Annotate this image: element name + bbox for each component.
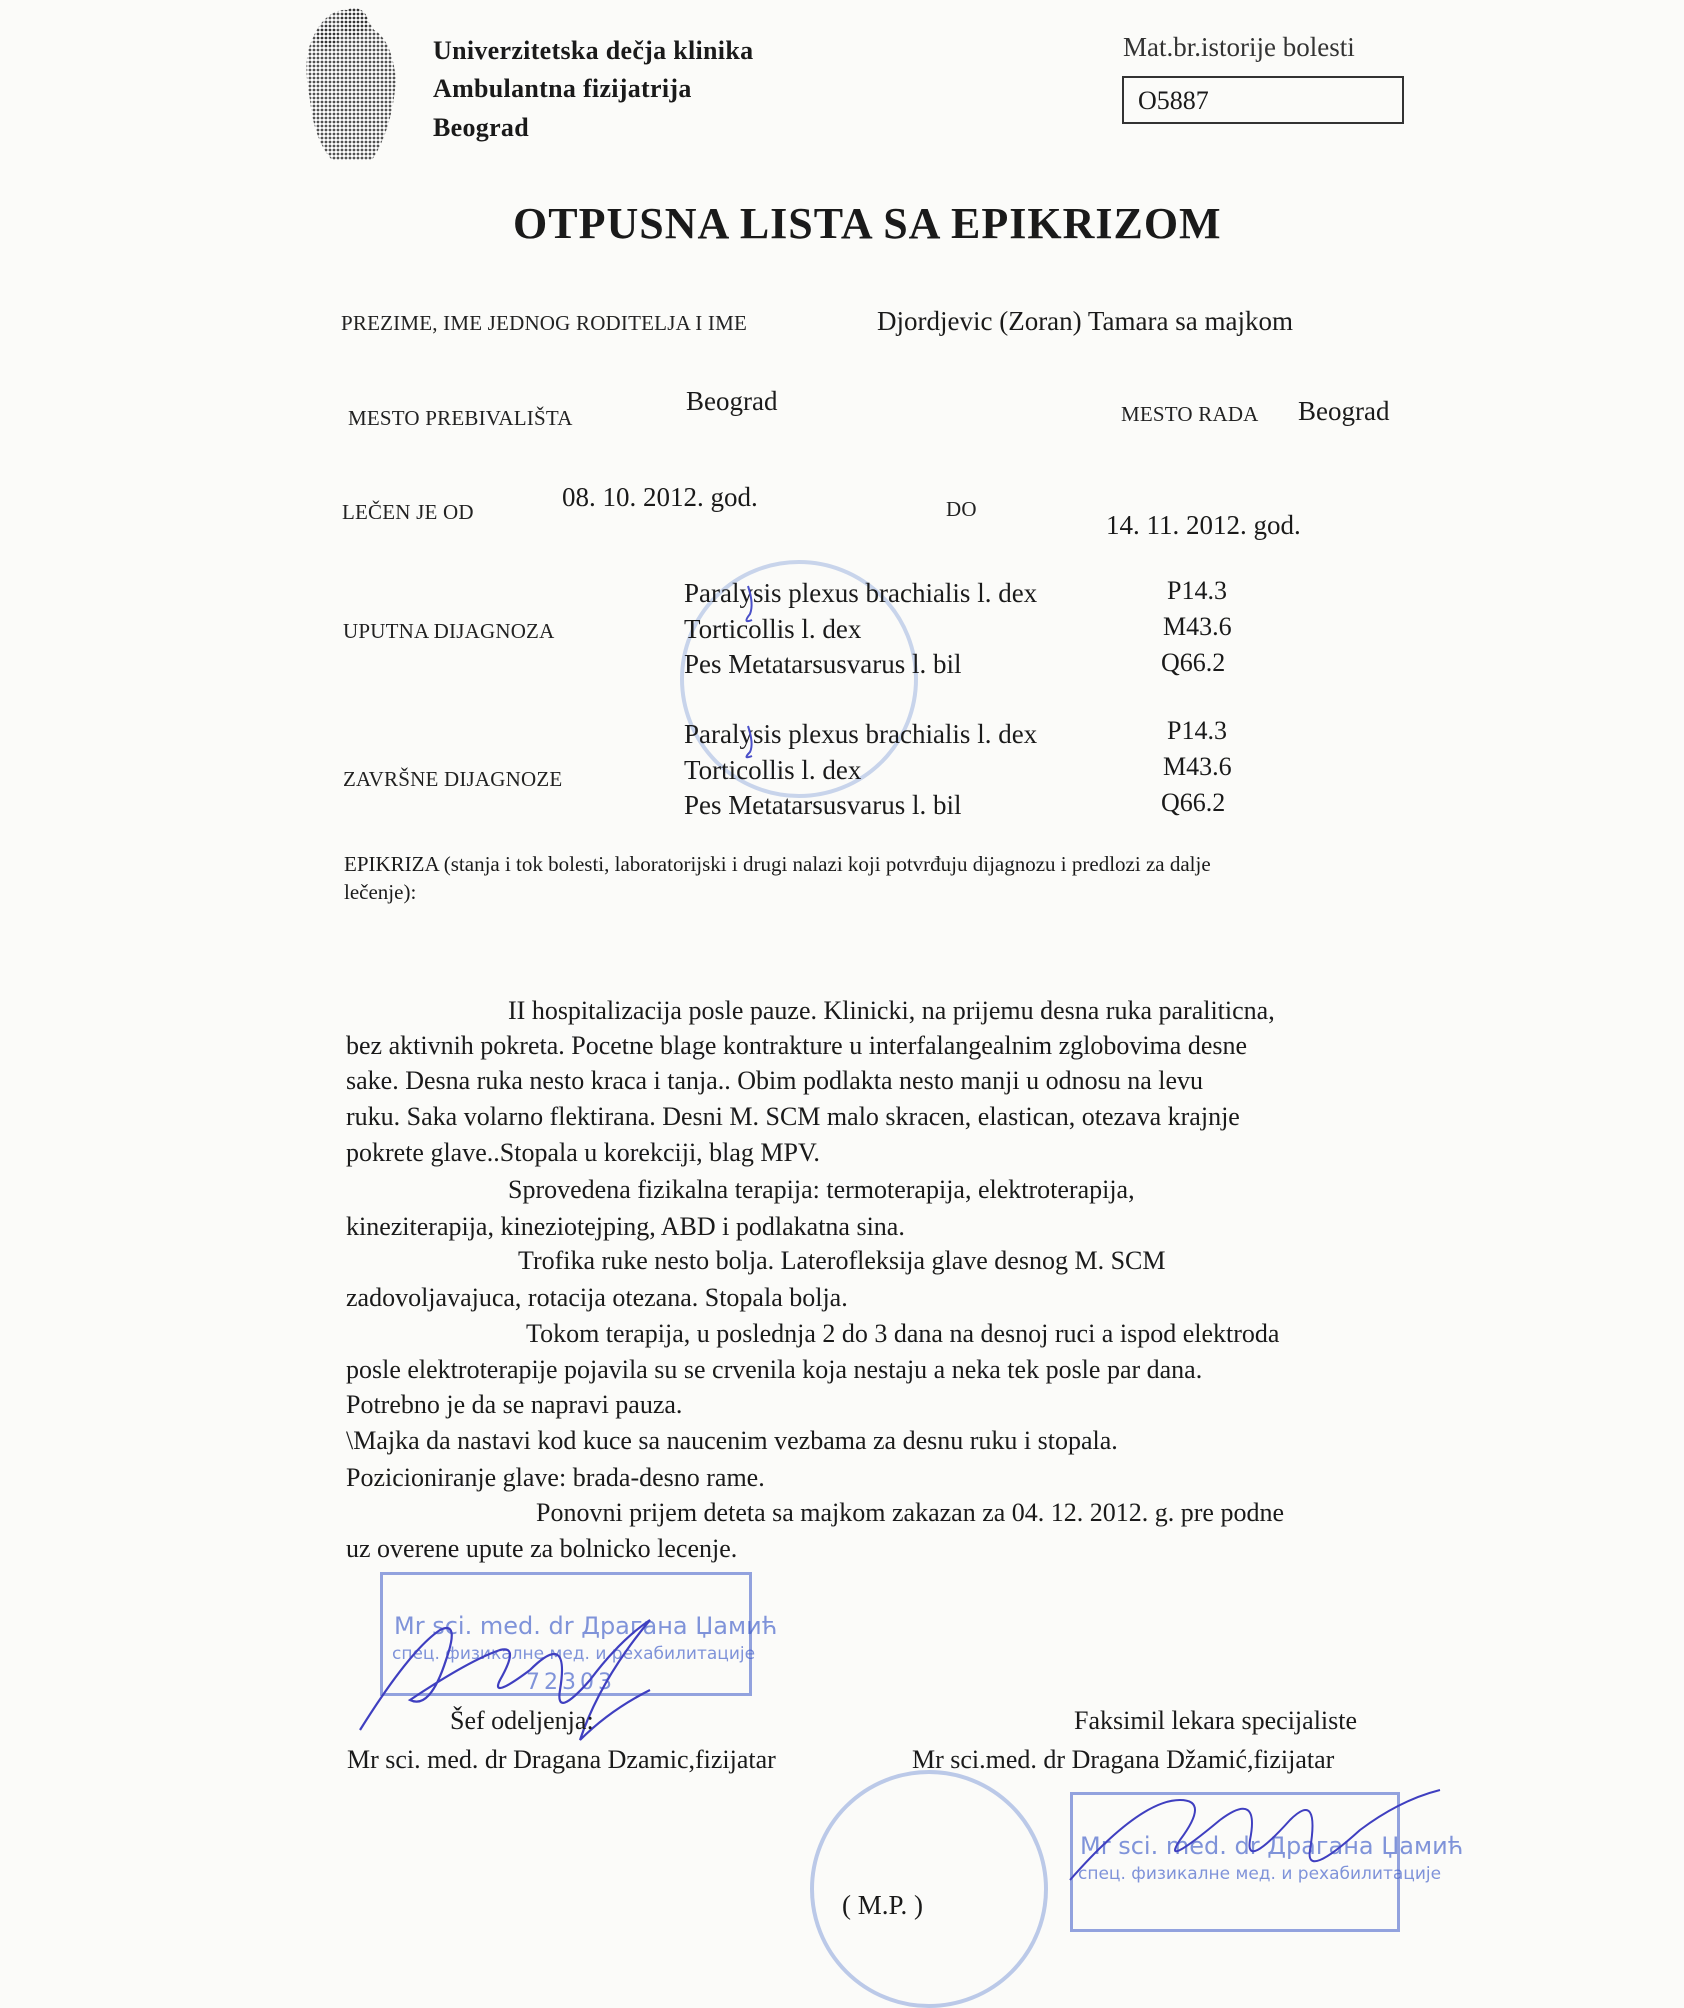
final-diagnosis-3: Pes Metatarsusvarus l. bil [684, 790, 962, 820]
residence-label: MESTO PREBIVALIŠTA [348, 406, 573, 430]
handwritten-correction-mark [740, 580, 770, 760]
facsimile-label: Faksimil lekara specijaliste [1074, 1706, 1358, 1735]
specialist-stamp-name: Mr sci. med. dr Драгана Џамић [1080, 1832, 1464, 1860]
chief-name: Mr sci. med. dr Dragana Dzamic,fizijatar [347, 1745, 776, 1774]
treated-from-value: 08. 10. 2012. god. [562, 482, 758, 512]
chief-label: Šef odeljenja: [450, 1706, 594, 1735]
doctor-stamp-name: Mr sci. med. dr Драгана Џамић [394, 1612, 778, 1640]
epicrisis-line: sake. Desna ruka nesto kraca i tanja.. Obim podlakta nesto manji u odnosu na levu [346, 1066, 1204, 1095]
record-number-label: Mat.br.istorije bolesti [1123, 32, 1355, 62]
work-place-value: Beograd [1298, 396, 1390, 426]
epicrisis-label-cont: lečenje): [344, 880, 417, 904]
treated-to-value: 14. 11. 2012. god. [1106, 510, 1301, 540]
epicrisis-line: Tokom terapija, u poslednja 2 do 3 dana na desnoj ruci a ispod elektroda [526, 1319, 1280, 1348]
clinic-logo [292, 0, 406, 180]
final-diagnosis-3-code: Q66.2 [1161, 788, 1226, 817]
round-seal [810, 1770, 1048, 2008]
referral-diagnosis-label: UPUTNA DIJAGNOZA [343, 619, 555, 643]
referral-diagnosis-1: Paralysis plexus brachialis l. dex [684, 578, 1038, 608]
epicrisis-line: posle elektroterapije pojavila su se crvenila koja nestaju a neka tek posle par dana. [346, 1355, 1203, 1384]
epicrisis-line: bez aktivnih pokreta. Pocetne blage kontrakture u interfalangealnim zglobovima desne [346, 1031, 1248, 1060]
facsimile-name: Mr sci.med. dr Dragana Džamić,fizijatar [912, 1745, 1335, 1774]
institution-city: Beograd [433, 113, 529, 142]
facsimile-signature [1060, 1760, 1460, 1910]
epicrisis-line: kineziterapija, kineziotejping, ABD i podlakatna sina. [346, 1212, 905, 1241]
patient-name-label: PREZIME, IME JEDNOG RODITELJA I IME [341, 311, 747, 335]
final-diagnosis-label: ZAVRŠNE DIJAGNOZE [343, 767, 563, 791]
epicrisis-line: II hospitalizacija posle pauze. Klinicki, na prijemu desna ruka paraliticna, [508, 996, 1275, 1025]
specialist-stamp-title: спец. физикалне мед. и рехабилитације [1078, 1864, 1442, 1884]
doctor-stamp-number: 72303 [526, 1670, 616, 1695]
epicrisis-line: Potrebno je da se napravi pauza. [346, 1390, 683, 1419]
treated-from-label: LEČEN JE OD [342, 500, 474, 524]
seal-label: ( M.P. ) [842, 1890, 924, 1920]
epicrisis-line: uz overene upute za bolnicko lecenje. [346, 1534, 738, 1563]
referral-diagnosis-2-code: M43.6 [1163, 612, 1232, 641]
epicrisis-line: \Majka da nastavi kod kuce sa naucenim vezbama za desnu ruku i stopala. [346, 1426, 1118, 1455]
work-place-label: MESTO RADA [1121, 402, 1259, 426]
treated-to-label: DO [946, 497, 977, 521]
epicrisis-line: zadovoljavajuca, rotacija otezana. Stopala bolja. [346, 1283, 848, 1312]
department-name: Ambulantna fizijatrija [433, 74, 692, 103]
institution-name: Univerzitetska dečja klinika [433, 36, 754, 65]
chief-signature [350, 1590, 730, 1770]
final-diagnosis-1: Paralysis plexus brachialis l. dex [684, 719, 1038, 749]
epicrisis-line: Ponovni prijem deteta sa majkom zakazan za 04. 12. 2012. g. pre podne [536, 1498, 1285, 1527]
epicrisis-line: pokrete glave..Stopala u korekciji, blag MPV. [346, 1138, 820, 1167]
residence-value: Beograd [686, 386, 778, 416]
epicrisis-line: Pozicioniranje glave: brada-desno rame. [346, 1463, 765, 1492]
record-number-value: O5887 [1138, 86, 1209, 115]
epicrisis-line: Trofika ruke nesto bolja. Laterofleksija glave desnog M. SCM [518, 1246, 1166, 1275]
epicrisis-line: Sprovedena fizikalna terapija: termoterapija, elektroterapija, [508, 1175, 1135, 1204]
doctor-stamp-title: спец. физикалне мед. и рехабилитације [392, 1644, 756, 1664]
referral-diagnosis-2: Torticollis l. dex [684, 614, 862, 644]
patient-name-value: Djordjevic (Zoran) Tamara sa majkom [877, 306, 1293, 336]
epicrisis-label: EPIKRIZA (stanja i tok bolesti, laboratorijski i drugi nalazi koji potvrđuju dijagnozu i predlozi za dalje [344, 852, 1211, 876]
final-diagnosis-2: Torticollis l. dex [684, 755, 862, 785]
epicrisis-line: ruku. Saka volarno flektirana. Desni M. SCM malo skracen, elastican, otezava krajnje [346, 1102, 1240, 1131]
document-title: OTPUSNA LISTA SA EPIKRIZOM [513, 199, 1222, 248]
referral-diagnosis-3: Pes Metatarsusvarus l. bil [684, 649, 962, 679]
referral-diagnosis-3-code: Q66.2 [1161, 648, 1226, 677]
final-diagnosis-1-code: P14.3 [1167, 716, 1227, 745]
final-diagnosis-2-code: M43.6 [1163, 752, 1232, 781]
referral-diagnosis-1-code: P14.3 [1167, 576, 1227, 605]
